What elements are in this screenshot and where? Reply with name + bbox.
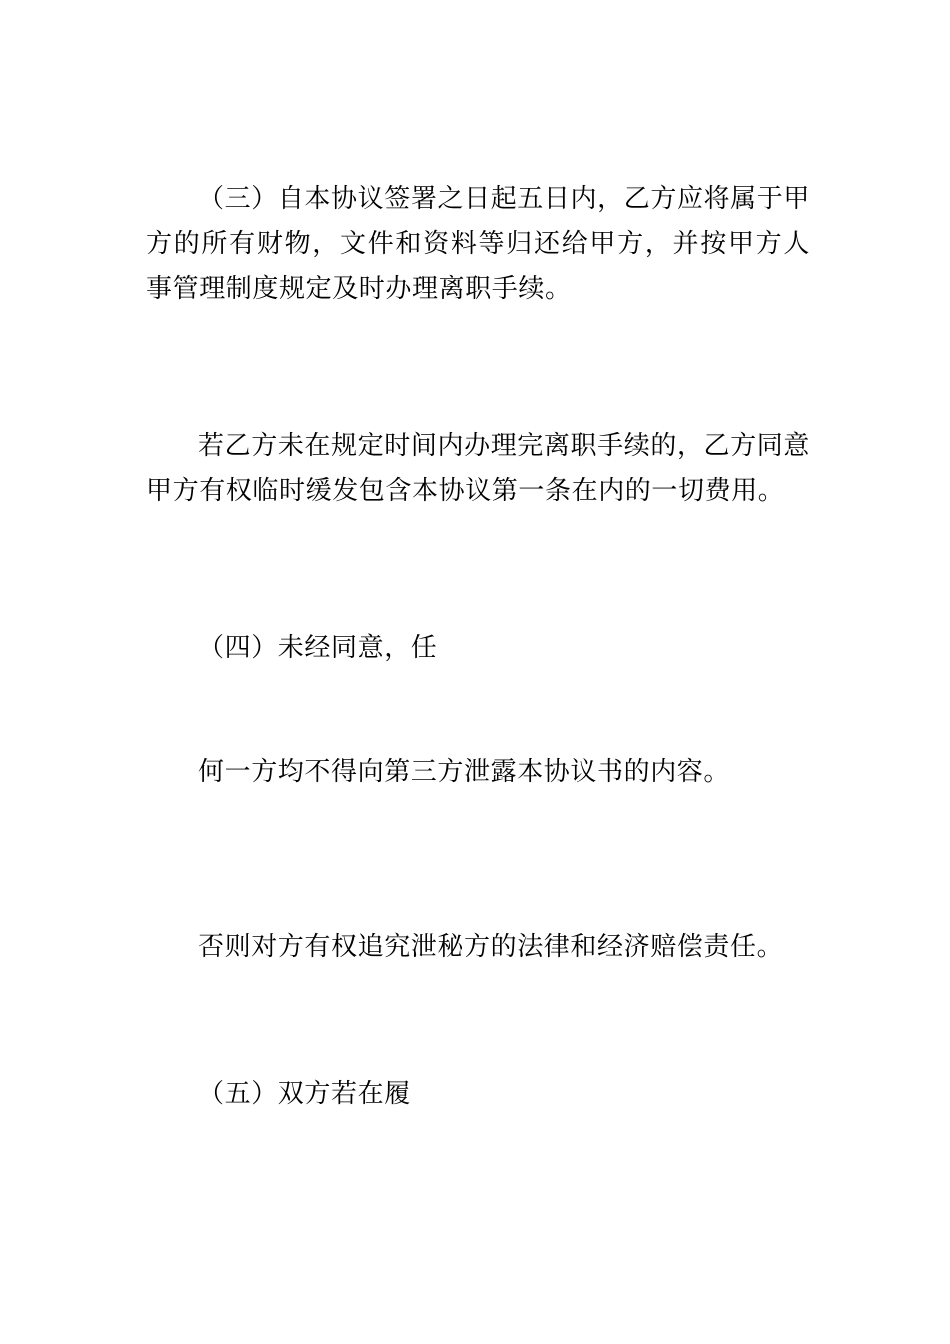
paragraph-clause-3: （三）自本协议签署之日起五日内，乙方应将属于甲方的所有财物，文件和资料等归还给甲方，并按甲方人事管理制度规定及时办理离职手续。 (146, 184, 810, 304)
paragraph-clause-3-supplement: 若乙方未在规定时间内办理完离职手续的，乙方同意甲方有权临时缓发包含本协议第一条在内的一切费用。 (146, 431, 810, 506)
paragraph-clause-4-start: （四）未经同意，任 (198, 633, 438, 663)
paragraph-clause-4-continued: 何一方均不得向第三方泄露本协议书的内容。 (198, 757, 731, 787)
paragraph-clause-5-start: （五）双方若在履 (198, 1079, 411, 1109)
paragraph-clause-4-liability: 否则对方有权追究泄秘方的法律和经济赔偿责任。 (198, 932, 784, 962)
